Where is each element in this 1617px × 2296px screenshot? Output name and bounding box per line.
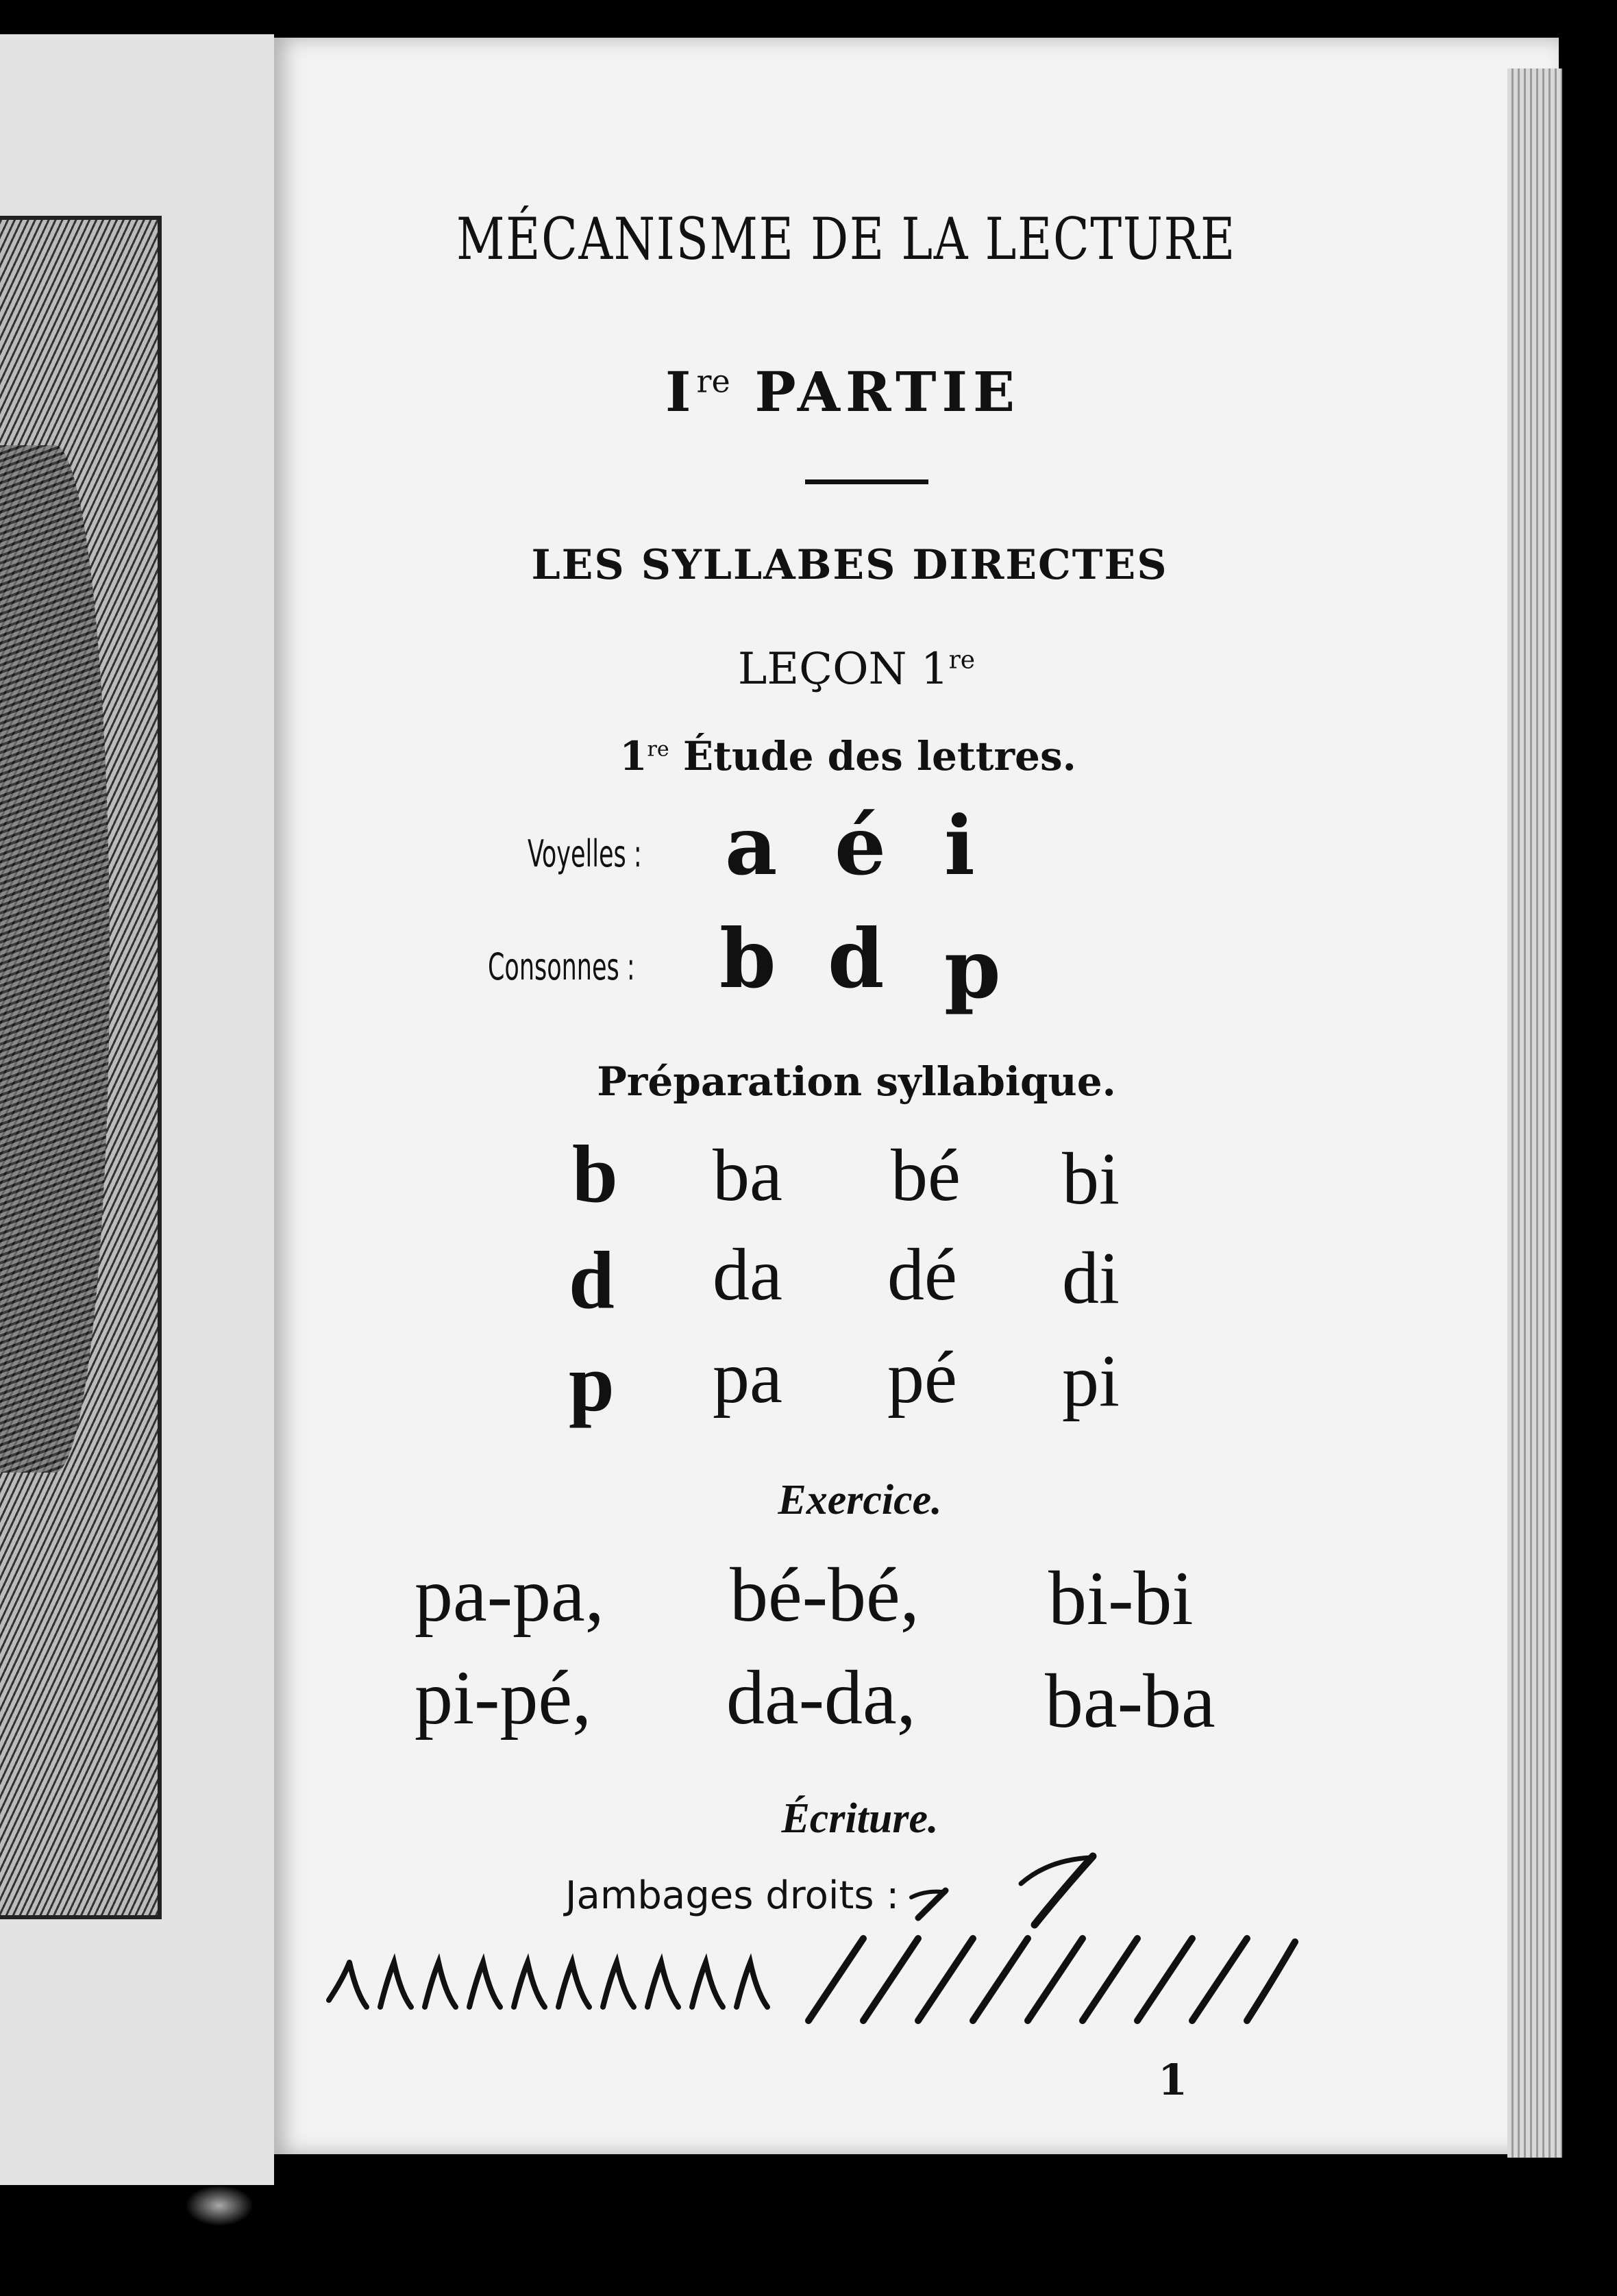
syllable: da <box>713 1234 782 1316</box>
handwritten-practice-strokes <box>315 1932 1316 2034</box>
vowels-label: Voyelles : <box>528 832 642 875</box>
engraving-figure <box>0 445 110 1473</box>
part-heading <box>69 360 1617 424</box>
syllable: bé <box>891 1135 961 1216</box>
exercise-word: pa-pa, <box>415 1553 604 1638</box>
exercise-word: bé-bé, <box>730 1553 919 1638</box>
syllable: ba <box>713 1135 782 1216</box>
vowel-letter: i <box>944 798 975 893</box>
part-number-suffix: re <box>696 362 730 400</box>
study-suffix: re <box>647 737 669 762</box>
consonant-letter: p <box>944 921 1001 1016</box>
consonants-label: Consonnes : <box>488 945 635 988</box>
syllable: pé <box>887 1337 957 1419</box>
lesson-heading <box>96 644 1617 695</box>
syllable-row-consonant: b <box>572 1128 618 1219</box>
study-number: 1 <box>619 733 647 779</box>
syllable: di <box>1062 1238 1120 1319</box>
vowel-letter: a <box>725 798 778 893</box>
syllable: pi <box>1062 1340 1120 1422</box>
scan-glare <box>185 2185 254 2226</box>
syllable: pa <box>713 1337 782 1419</box>
lesson-suffix: re <box>948 646 976 675</box>
exercise-word: da-da, <box>726 1656 916 1740</box>
exercise-word: ba-ba <box>1045 1659 1215 1744</box>
syllable-row-consonant: d <box>569 1234 615 1325</box>
part-label: PARTIE <box>754 360 1020 424</box>
vowel-letter: é <box>835 798 887 893</box>
study-heading <box>79 733 1617 779</box>
study-label: Étude des lettres. <box>682 733 1076 779</box>
jambages-label: Jambages droits : <box>565 1873 900 1918</box>
handwritten-strokes-sample <box>904 1843 1137 1938</box>
section-heading: LES SYLLABES DIRECTES <box>531 541 1168 589</box>
facing-page <box>0 34 274 2185</box>
syllable: bi <box>1062 1138 1120 1220</box>
consonant-letter: b <box>719 911 776 1006</box>
divider <box>805 479 928 484</box>
consonant-letter: d <box>828 911 885 1006</box>
page-number: 1 <box>1158 2055 1188 2105</box>
syllable-row-consonant: p <box>569 1337 615 1428</box>
lesson-label: LEÇON 1 <box>737 644 949 695</box>
exercise-heading: Exercice. <box>778 1477 942 1523</box>
page-title: MÉCANISME DE LA LECTURE <box>456 205 1236 273</box>
exercise-word: bi-bi <box>1048 1556 1194 1641</box>
part-number: I <box>665 360 697 424</box>
exercise-word: pi-pé, <box>415 1656 592 1740</box>
writing-heading: Écriture. <box>781 1795 939 1842</box>
syllable: dé <box>887 1234 957 1316</box>
preparation-heading: Préparation syllabique. <box>597 1058 1116 1105</box>
